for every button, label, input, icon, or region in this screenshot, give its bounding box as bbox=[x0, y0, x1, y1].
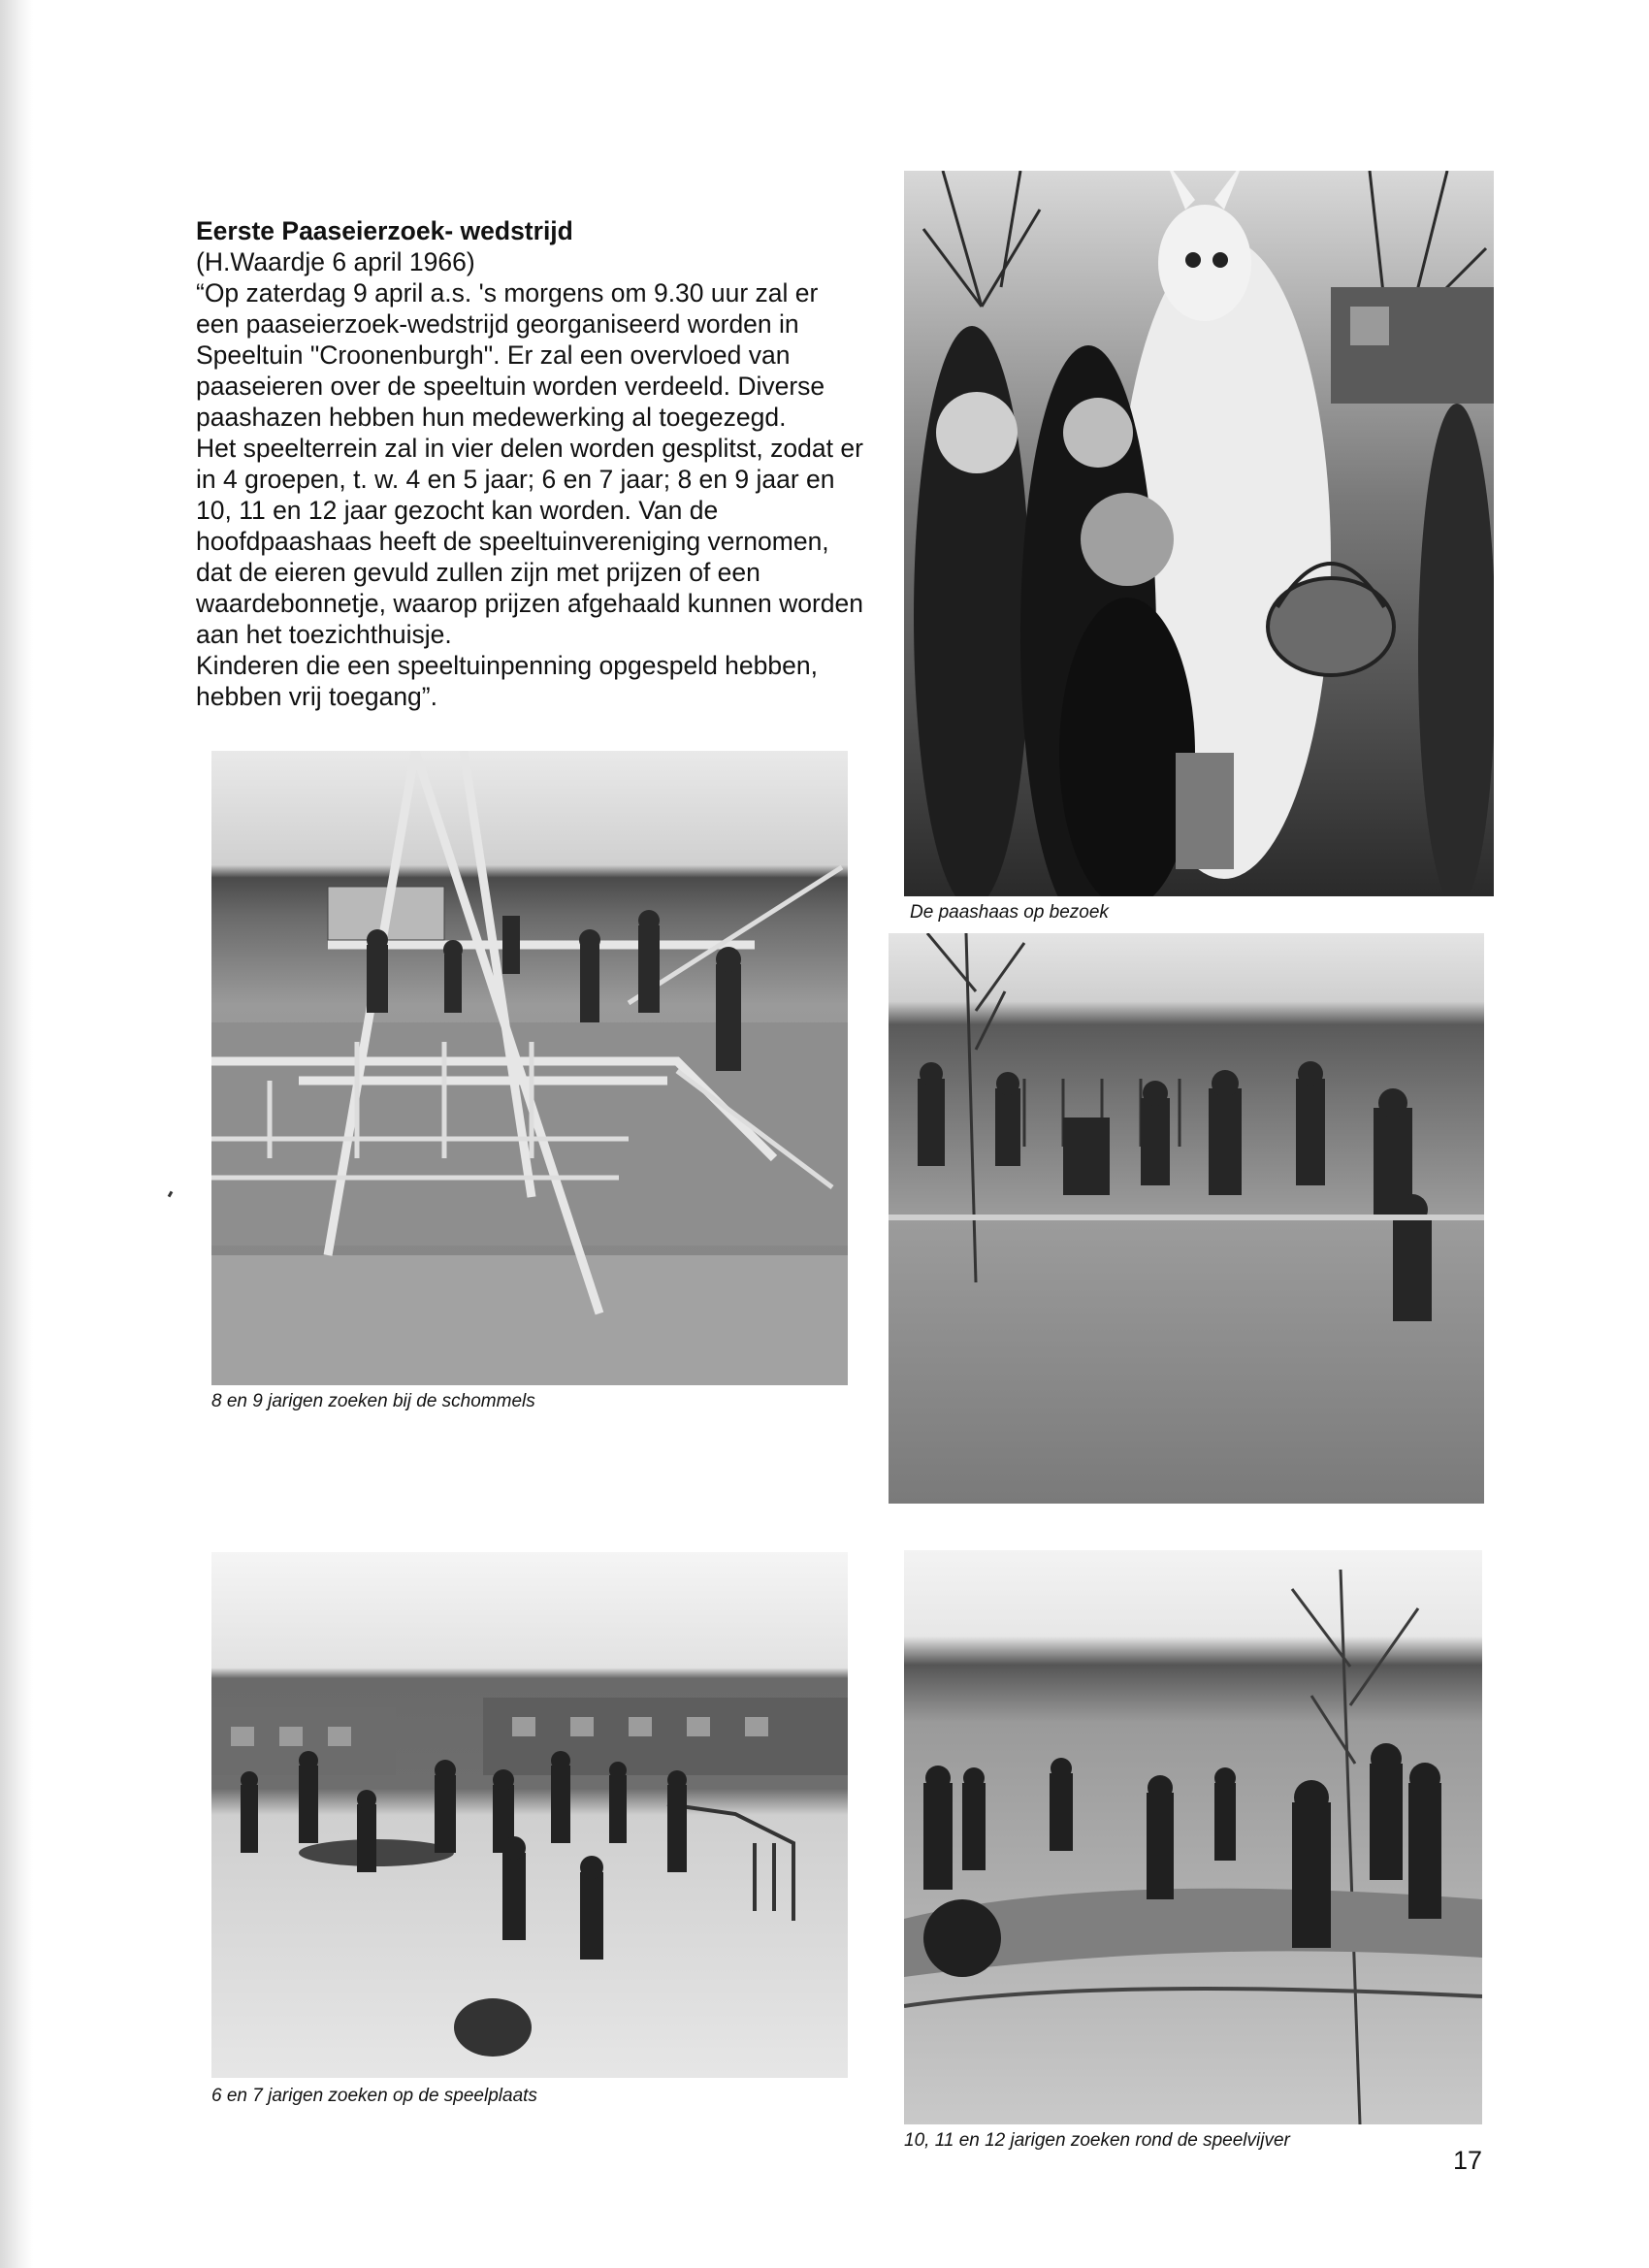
caption-easter-bunny: De paashaas op bezoek bbox=[910, 902, 1109, 923]
photo-pond bbox=[904, 1550, 1482, 2124]
article-title: Eerste Paaseierzoek- wedstrijd bbox=[196, 216, 573, 245]
speck bbox=[168, 1191, 174, 1198]
photo-playground bbox=[211, 1552, 848, 2078]
article-paragraph-1: “Op zaterdag 9 april a.s. 's morgens om 9.30 uur zal er een paaseierzoek-wedstrijd georganiseerd worden in Speeltuin "Croonenburgh". Er zal een overvloed van paaseieren over de speeltuin worden verdeeld. Diverse paashazen hebben hun medewerking al toegezegd. bbox=[196, 278, 825, 432]
page-number: 17 bbox=[1453, 2146, 1483, 2175]
page-binding-edge bbox=[0, 0, 33, 2268]
caption-pond: 10, 11 en 12 jarigen zoeken rond de speelvijver bbox=[904, 2130, 1290, 2151]
caption-swings: 8 en 9 jarigen zoeken bij de schommels bbox=[211, 1391, 535, 1411]
article-source: (H.Waardje 6 april 1966) bbox=[196, 247, 475, 276]
photo-easter-bunny bbox=[904, 171, 1494, 896]
article-paragraph-2: Het speelterrein zal in vier delen worden gesplitst, zodat er in 4 groepen, t. w. 4 en 5 jaar; 6 en 7 jaar; 8 en 9 jaar en 10, 11 en 12 jaar gezocht kan worden. Van de hoofdpaashaas heeft de speeltuinvereniging vernomen, dat de eieren gevuld zullen zijn met prijzen of een waardebonnetje, waarop prijzen afgehaald kunnen worden aan het toezichthuisje. bbox=[196, 434, 864, 649]
photo-sandpit bbox=[889, 933, 1484, 1504]
article-paragraph-3: Kinderen die een speeltuinpenning opgespeld hebben, hebben vrij toegang”. bbox=[196, 651, 818, 711]
article bbox=[196, 215, 865, 712]
caption-playground: 6 en 7 jarigen zoeken op de speelplaats bbox=[211, 2086, 537, 2106]
photo-swings bbox=[211, 751, 848, 1385]
